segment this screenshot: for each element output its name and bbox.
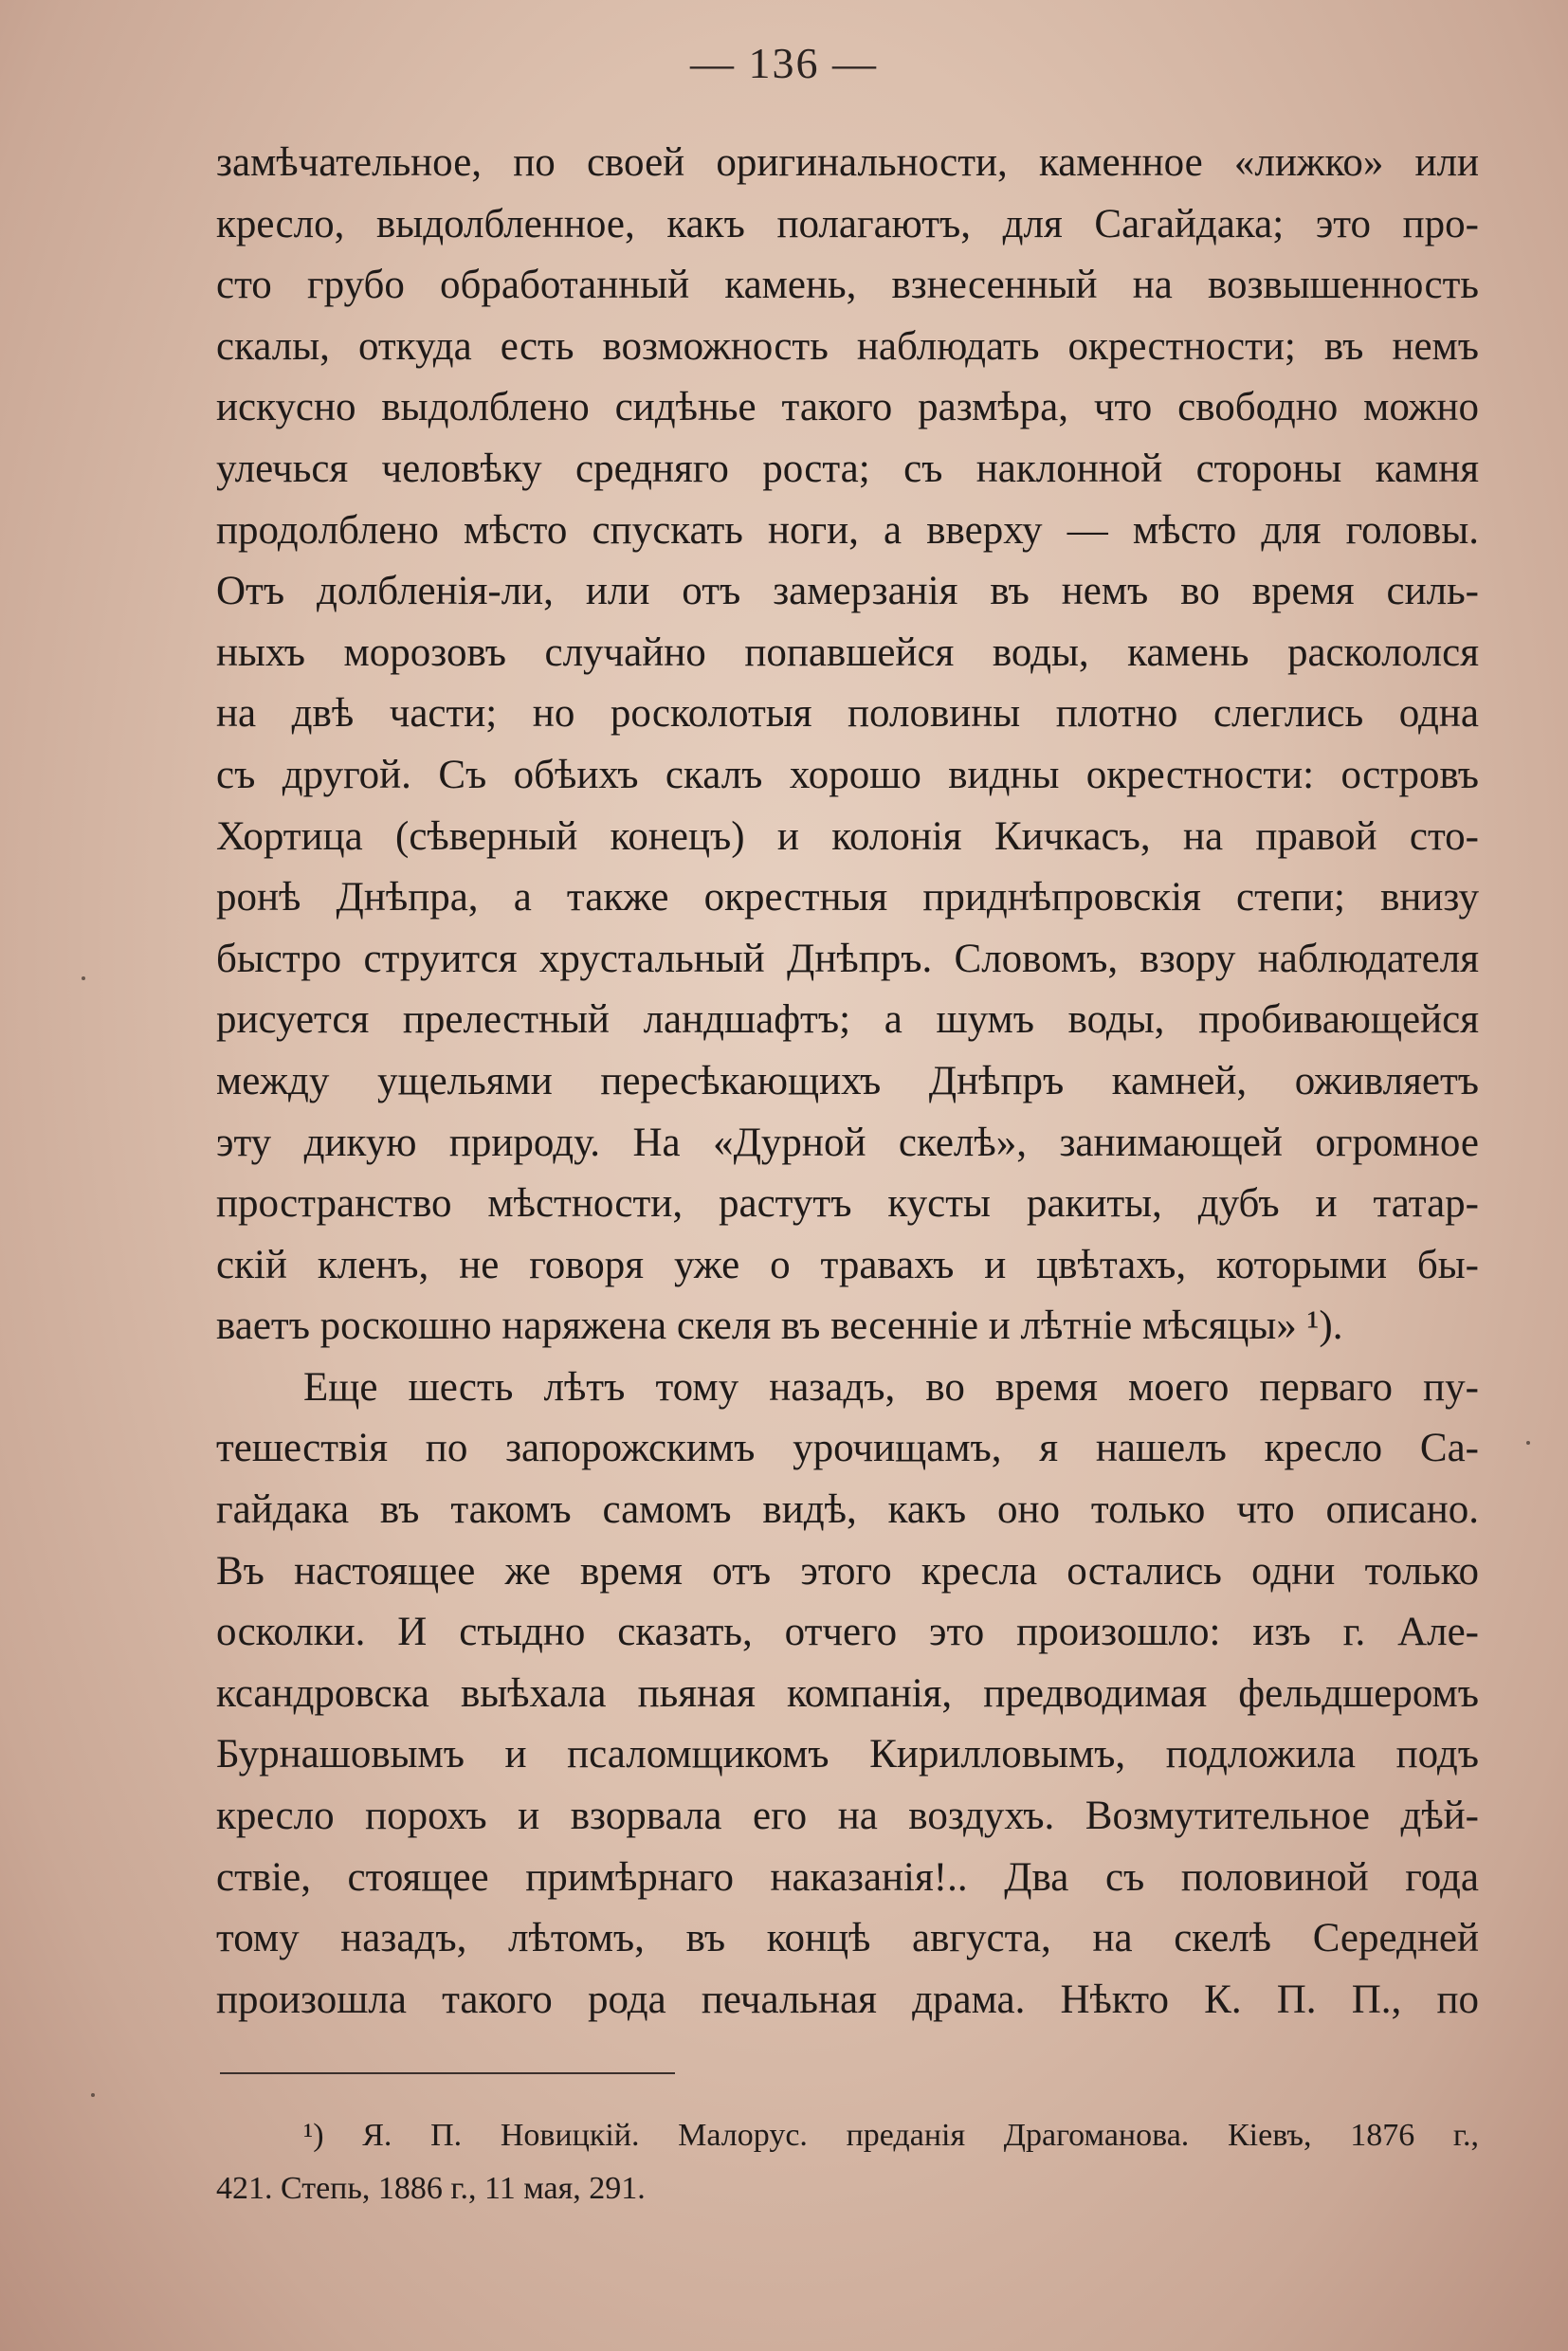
text-line: рисуется прелестный ландшафтъ; а шумъ воды, пробивающейся <box>216 997 1479 1043</box>
text-line: ксандровска выѣхала пьяная компанія, предводимая фельдшеромъ <box>216 1670 1479 1716</box>
text-line: тому назадъ, лѣтомъ, въ концѣ августа, на скелѣ Середней <box>216 1916 1479 1961</box>
text-line: ваетъ роскошно наряжена скеля въ весенніе и лѣтніе мѣсяцы» ¹). <box>216 1303 1343 1349</box>
text-line: замѣчательное, по своей оригинальности, каменное «лижко» или <box>216 140 1479 185</box>
text-line: скій кленъ, не говоря уже о травахъ и цвѣтахъ, которыми бы- <box>216 1242 1479 1287</box>
text-line: съ другой. Съ обѣихъ скалъ хорошо видны окрестности: островъ <box>216 752 1479 797</box>
text-line: быстро струится хрустальный Днѣпръ. Словомъ, взору наблюдателя <box>216 936 1479 981</box>
text-line: сто грубо обработанный камень, взнесенный на возвышенность <box>216 263 1479 308</box>
text-line: пространство мѣстности, растутъ кусты ракиты, дубъ и татар- <box>216 1181 1479 1227</box>
text-line: Въ настоящее же время отъ этого кресла остались одни только <box>216 1548 1479 1594</box>
text-line: кресло порохъ и взорвала его на воздухъ. Возмутительное дѣй- <box>216 1794 1479 1839</box>
text-line: между ущельями пересѣкающихъ Днѣпръ камней, оживляетъ <box>216 1058 1479 1103</box>
text-line: ронѣ Днѣпра, а также окрестныя приднѣпровскія степи; внизу <box>216 875 1479 920</box>
text-line: произошла такого рода печальная драма. Нѣкто К. П. П., по <box>216 1977 1479 2022</box>
text-line: ныхъ морозовъ случайно попавшейся воды, камень раскололся <box>216 629 1479 675</box>
text-line: осколки. И стыдно сказать, отчего это произошло: изъ г. Але- <box>216 1610 1479 1655</box>
text-line: гайдака въ такомъ самомъ видѣ, какъ оно только что описано. <box>216 1487 1479 1533</box>
footnote-divider <box>220 2072 675 2074</box>
text-line: Бурнашовымъ и псаломщикомъ Кирилловымъ, подложила подъ <box>216 1732 1479 1777</box>
text-line: улечься человѣку средняго роста; съ наклонной стороны камня <box>216 446 1479 491</box>
page-speck <box>91 2093 95 2097</box>
text-line: продолблено мѣсто спускать ноги, а вверху — мѣсто для головы. <box>216 507 1479 553</box>
page-number: — 136 — <box>690 39 878 87</box>
text-line: на двѣ части; но росколотыя половины плотно слеглись одна <box>216 691 1479 737</box>
text-line: кресло, выдолбленное, какъ полагаютъ, для Сагайдака; это про- <box>216 201 1479 246</box>
footnote-line: 421. Степь, 1886 г., 11 мая, 291. <box>216 2171 646 2206</box>
text-line: тешествія по запорожскимъ урочищамъ, я нашелъ кресло Са- <box>216 1426 1479 1471</box>
footnotes <box>216 2109 1479 2215</box>
text-line: эту дикую природу. На «Дурной скелѣ», занимающей огромное <box>216 1120 1479 1165</box>
text-line: искусно выдолблено сидѣнье такого размѣра, что свободно можно <box>216 385 1479 430</box>
text-line: ствіе, стоящее примѣрнаго наказанія!.. Два съ половиной года <box>216 1854 1479 1900</box>
page-speck <box>1526 1441 1530 1445</box>
text-line: Еще шесть лѣтъ тому назадъ, во время моего перваго пу- <box>303 1364 1479 1410</box>
text-line: скалы, откуда есть возможность наблюдать окрестности; въ немъ <box>216 323 1479 369</box>
footnote-line: ¹) Я. П. Новицкій. Малорус. преданія Драгоманова. Кіевъ, 1876 г., <box>303 2118 1479 2153</box>
page-speck <box>82 976 85 980</box>
body-text <box>216 133 1479 2031</box>
text-line: Отъ долбленія-ли, или отъ замерзанія въ немъ во время силь- <box>216 569 1479 614</box>
text-line: Хортица (сѣверный конецъ) и колонія Кичкасъ, на правой сто- <box>216 813 1479 859</box>
